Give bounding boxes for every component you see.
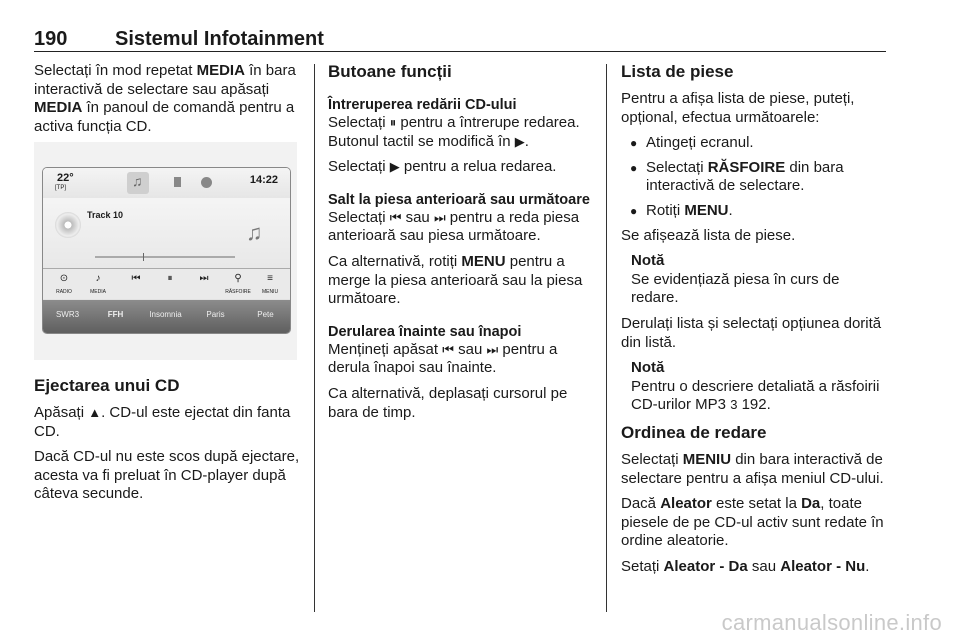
preset-button[interactable]: Pete <box>257 310 274 319</box>
note-block: Notă Pentru o descriere detaliată a răsfoirii CD-urilor MP3 3 192. <box>631 359 880 414</box>
skip-alternative-paragraph: Ca alternativă, rotiți MENU pentru a merge la piesa anterioară sau la piesa următoare. <box>328 252 583 308</box>
track-name: Track 10 <box>87 210 124 220</box>
seek-alternative-paragraph: Ca alternativă, deplasați cursorul pe bara de timp. <box>328 384 568 421</box>
page-header <box>34 28 886 52</box>
status-bar <box>43 168 290 198</box>
preset-bar <box>43 300 290 333</box>
section-heading-eject: Ejectarea unui CD <box>34 376 180 395</box>
skip-paragraph: Selectați ⏮ sau ⏭ pentru a reda piesa anterioară sau piesa următoare. <box>328 208 580 245</box>
media-icon[interactable]: ♪ <box>95 273 101 284</box>
section-heading-play-order: Ordinea de redare <box>621 422 767 442</box>
preset-button[interactable]: Insomnia <box>149 310 182 319</box>
pause-button[interactable]: ⏸ <box>167 273 173 284</box>
media-label: MEDIA <box>90 289 106 295</box>
page-title: Sistemul Infotainment <box>115 28 324 50</box>
list-item: ● Atingeți ecranul. <box>621 134 891 153</box>
next-icon: ⏭ <box>433 209 446 225</box>
album-art-icon: ♫ <box>246 220 263 245</box>
random-paragraph: Dacă Aleator este setat la Da, toate piesele de pe CD-ul activ sunt redate în ordine aleatorie. <box>621 495 884 550</box>
intro-paragraph: Selectați în mod repetat MEDIA în bara interactivă de selectare sau apăsați MEDIA în panoul de comandă pentru a activa funcția CD. <box>34 62 296 135</box>
scroll-list-paragraph: Derulați lista și selectați opțiunea dorită din listă. <box>621 314 882 351</box>
subheading-skip: Salt la piesa anterioară sau următoare <box>328 191 590 208</box>
subheading-seek: Derularea înainte sau înapoi <box>328 323 522 340</box>
previous-icon: ⏮ <box>389 209 402 225</box>
track-list-intro: Pentru a afișa lista de piese, puteți, opțional, efectua următoarele: <box>621 90 855 126</box>
infotainment-screen-photo <box>34 142 297 360</box>
sd-tab-icon <box>167 172 189 194</box>
play-icon: ▶ <box>514 133 525 149</box>
control-bar <box>43 268 290 299</box>
browse-icon[interactable]: ⚲ <box>234 273 242 284</box>
previous-icon: ⏮ <box>442 341 454 357</box>
next-icon: ⏭ <box>486 341 499 357</box>
preset-button[interactable]: SWR3 <box>55 310 80 319</box>
menu-icon[interactable]: ≡ <box>267 273 273 284</box>
page-reference-icon[interactable]: 3 <box>730 397 738 413</box>
eject-note-paragraph: Dacă CD-ul nu este scos după ejectare, acesta va fi preluat în CD-player după câteva secunde. <box>34 448 300 503</box>
eject-icon: ▲ <box>88 405 102 420</box>
cd-disc-icon <box>55 212 81 238</box>
subheading-pause: Întreruperea redării CD-ului <box>328 97 517 113</box>
infotainment-screen <box>42 167 291 334</box>
preset-button[interactable]: Paris <box>206 310 225 319</box>
info-tab-icon <box>195 172 217 194</box>
browse-label: RĂSFOIRE <box>225 289 251 295</box>
pause-paragraph: Selectați ⏸ pentru a întrerupe redarea. Butonul tactil se modifică în ▶. <box>328 114 580 150</box>
note-title: Notă <box>631 252 665 270</box>
list-item: ● Selectați RĂSFOIRE din bara interactivă de selectare. <box>621 159 891 196</box>
header-rule <box>34 51 886 52</box>
section-heading-track-list: Lista de piese <box>621 62 734 81</box>
section-heading-function-buttons: Butoane funcții <box>328 62 452 81</box>
watermark: carmanualsonline.info <box>721 610 942 635</box>
tp-indicator: [TP] <box>55 185 67 191</box>
column-1 <box>34 62 304 143</box>
note-text: Se evidențiază piesa în curs de redare. <box>631 270 840 307</box>
page-number: 190 <box>34 28 68 50</box>
previous-track-button[interactable]: ⏮ <box>131 273 141 284</box>
play-order-paragraph: Selectați MENIU din bara interactivă de selectare pentru a afișa meniul CD-ului. <box>621 450 884 487</box>
column-2 <box>328 62 594 429</box>
note-title: Notă <box>631 359 665 377</box>
pause-icon: ⏸ <box>389 115 397 130</box>
set-random-paragraph: Setați Aleator - Da sau Aleator - Nu. <box>621 557 870 575</box>
music-tab-icon: ♫ <box>127 172 149 194</box>
radio-icon[interactable]: ⊙ <box>59 273 69 284</box>
temperature: 22° <box>57 172 74 184</box>
clock: 14:22 <box>249 174 278 186</box>
column-divider-2 <box>606 64 607 612</box>
list-item: ● Rotiți MENU. <box>621 202 891 221</box>
column-divider-1 <box>314 64 315 612</box>
column-1-lower <box>34 376 304 511</box>
eject-paragraph: Apăsați ▲. CD-ul este ejectat din fanta CD. <box>34 404 291 440</box>
seek-paragraph: Mențineți apăsat ⏮ sau ⏭ pentru a derula înapoi sau înainte. <box>328 340 558 377</box>
play-icon: ▶ <box>389 159 400 175</box>
progress-bar[interactable] <box>95 256 235 258</box>
resume-paragraph: Selectați ▶ pentru a relua redarea. <box>328 158 557 176</box>
track-list-shown: Se afișează lista de piese. <box>621 226 796 244</box>
column-3 <box>621 62 891 583</box>
next-track-button[interactable]: ⏭ <box>199 273 209 284</box>
preset-button[interactable]: FFH <box>107 310 124 319</box>
menu-label: MENIU <box>261 289 279 295</box>
note-block <box>621 252 891 308</box>
radio-label: RADIO <box>56 289 72 295</box>
